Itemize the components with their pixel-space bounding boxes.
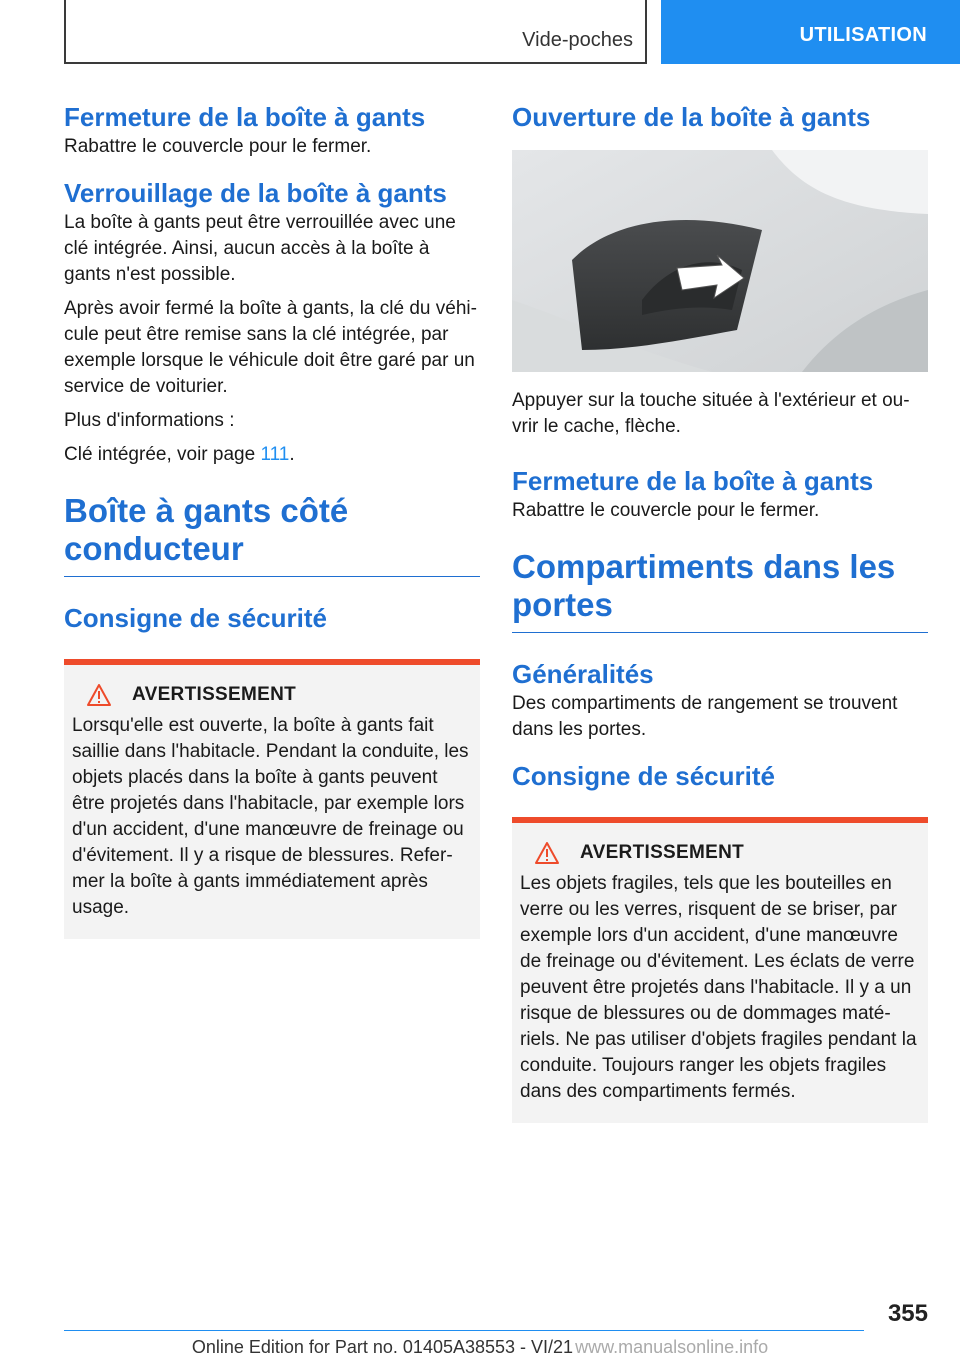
left-column bbox=[64, 100, 480, 939]
warning-label-right: AVERTISSEMENT bbox=[580, 842, 745, 863]
driver-glovebox-heading: Boîte à gants côté conducteur bbox=[64, 492, 349, 567]
general-heading: Généralités bbox=[512, 659, 654, 689]
warning-label: AVERTISSEMENT bbox=[132, 684, 297, 705]
door-compartments-heading: Compartiments dans les portes bbox=[512, 548, 896, 623]
glovebox-closing-heading-right: Fermeture de la boîte à gants bbox=[512, 466, 874, 496]
key-reference-end: . bbox=[289, 444, 295, 465]
header-section-title: Vide-poches bbox=[522, 29, 633, 51]
safety-note-heading: Consigne de sécurité bbox=[64, 603, 327, 633]
glovebox-closing-heading: Fermeture de la boîte à gants bbox=[64, 102, 426, 132]
footer-watermark: www.manualsonline.info bbox=[575, 1337, 769, 1357]
glovebox-locking-paragraph-2: Après avoir fermé la boîte à gants, la clé du véhicule peut être remise sans la clé intégrée, par exemple lorsque le véhicule doit être garé par un service de voiturier. bbox=[64, 298, 477, 397]
driver-glovebox-heading-block bbox=[64, 492, 480, 577]
door-compartments-heading-block bbox=[512, 548, 928, 633]
footer-divider bbox=[64, 1330, 864, 1331]
glovebox-locking-paragraph-1: La boîte à gants peut être verrouillée avec une clé intégrée. Ainsi, aucun accès à la boîte à gants n'est possible. bbox=[64, 212, 456, 285]
warning-triangle-icon bbox=[86, 683, 112, 707]
key-reference bbox=[64, 442, 480, 468]
glovebox-photo bbox=[512, 150, 928, 372]
more-info-label: Plus d'informations : bbox=[64, 410, 235, 431]
warning-box-right bbox=[512, 817, 928, 1123]
page-number: 355 bbox=[887, 1300, 928, 1327]
warning-box bbox=[64, 659, 480, 939]
warning-header bbox=[72, 683, 472, 707]
glovebox-closing-text-right: Rabattre le couvercle pour le fermer. bbox=[512, 500, 820, 521]
header-chapter-tab: UTILISATION bbox=[661, 0, 960, 64]
glovebox-opening-text: Appuyer sur la touche située à l'extérieur et ouvrir le cache, flèche. bbox=[512, 390, 910, 437]
glovebox-opening-heading: Ouverture de la boîte à gants bbox=[512, 102, 871, 132]
warning-header-right bbox=[520, 841, 920, 865]
general-text: Des compartiments de rangement se trouvent dans les portes. bbox=[512, 693, 898, 740]
warning-text: Lorsqu'elle est ouverte, la boîte à gants fait saillie dans l'habitacle. Pendant la conduite, les objets placés dans la boîte à gants peuvent être projetés dans l'habitacle, par exemple lors d'un accident, d'une manœuvre de freinage ou d'évitement. Il y a risque de blessures. Refermer la boîte à gants immédiatement après usage. bbox=[72, 715, 469, 918]
footer-edition bbox=[0, 1337, 960, 1358]
warning-text-right: Les objets fragiles, tels que les bouteilles en verre ou les verres, risquent de se briser, par exemple lors d'un accident, d'une manœuvre de freinage ou d'évitement. Les éclats de verre peuvent être projetés dans l'habitacle. Il y a un risque de blessures ou de dommages matériels. Ne pas utiliser d'objets fragiles pendant la conduite. Toujours ranger les objets fragiles dans des compartiments fermés. bbox=[520, 873, 917, 1102]
glovebox-locking-heading: Verrouillage de la boîte à gants bbox=[64, 178, 447, 208]
safety-note-heading-right: Consigne de sécurité bbox=[512, 761, 775, 791]
header-section-tab bbox=[64, 0, 647, 64]
key-reference-page-link[interactable]: 111 bbox=[260, 444, 290, 465]
right-column bbox=[512, 100, 928, 1123]
warning-triangle-icon bbox=[534, 841, 560, 865]
footer-edition-text: Online Edition for Part no. 01405A38553 - VI/21 bbox=[191, 1337, 574, 1357]
key-reference-text: Clé intégrée, voir page bbox=[64, 444, 261, 465]
glovebox-closing-text: Rabattre le couvercle pour le fermer. bbox=[64, 136, 372, 157]
